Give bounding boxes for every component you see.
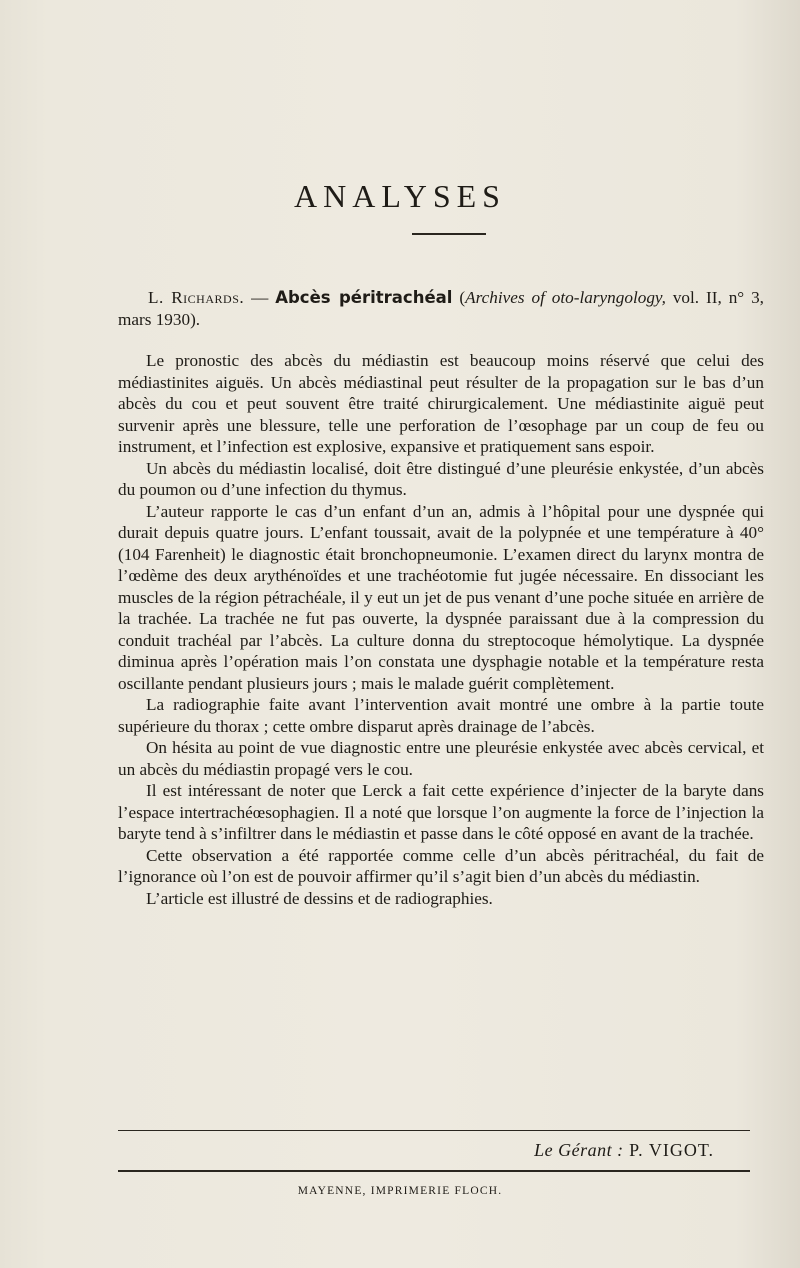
article-paragraph-5: On hésita au point de vue diagnostic entre une pleurésie enkystée avec abcès cervical, et un abcès du médiastin propagé vers le cou.: [118, 738, 764, 779]
article-paragraph-6: Il est intéressant de noter que Lerck a fait cette expérience d’injecter de la baryte dans l’espace intertrachéœsophagien. Il a noté que lorsque l’on augmente la force de l’injection la baryte tend à s’infiltrer dans le médiastin et passe dans le côté opposé en avant de la trachée.: [118, 781, 764, 843]
article-author: L. Richards.: [148, 288, 245, 307]
footer-divider-bottom: [118, 1170, 750, 1172]
heading-dash: —: [244, 288, 276, 307]
article-citation: vol. II, n° 3, mars 1930).: [118, 288, 764, 329]
article: [118, 287, 764, 909]
article-journal: Archives of oto-laryngology,: [465, 288, 666, 307]
article-heading: [118, 287, 764, 330]
article-paragraph-7: Cette observation a été rapportée comme celle d’un abcès péritrachéal, du fait de l’ignorance où l’on est de pouvoir affirmer qu’il s’agit bien d’un abcès du médiastin.: [118, 845, 764, 886]
footer-divider-top: [118, 1130, 750, 1131]
section-title: ANALYSES: [294, 178, 506, 214]
article-paragraph-1: Le pronostic des abcès du médiastin est beaucoup moins réservé que celui des médiastinites aiguës. Un abcès médiastinal peut résulter de la propagation sur le bas d’un abcès du cou et peut souvent être traité chirurgicalement. Une médiastinite aiguë peut survenir après une blessure, telle une perforation de l’œsophage par un coup de feu ou instrument, et l’infection est explosive, expansive et pratiquement sans espoir.: [118, 351, 764, 456]
signature-label: Le Gérant :: [534, 1140, 624, 1160]
title-divider: [412, 233, 486, 235]
article-paragraph-8: L’article est illustré de dessins et de radiographies.: [146, 888, 493, 908]
signature: [534, 1140, 714, 1161]
article-title: Abcès péritrachéal: [275, 288, 453, 307]
signature-name: P. VIGOT.: [623, 1140, 714, 1160]
article-paragraph-3: L’auteur rapporte le cas d’un enfant d’un an, admis à l’hôpital pour une dyspnée qui durait depuis quatre jours. L’enfant toussait, avait de la polypnée et une température à 40° (104 Farenheit) le diagnostic était bronchopneumonie. L’examen direct du larynx montra de l’œdème des deux arythénoïdes et une trachéotomie fut jugée nécessaire. En dissociant les muscles de la région pétrachéale, il y eut un jet de pus venant d’une poche située en arrière de la trachée. La trachée ne fut pas ouverte, la dyspnée paraissant due à la compression du conduit trachéal par l’abcès. La culture donna du streptocoque hémolytique. La dyspnée diminua après l’opération mais l’on constata une dysphagie notable et la température resta oscillante pendant plusieurs jours ; mais le malade guérit complètement.: [118, 501, 764, 693]
article-paragraph-2: Un abcès du médiastin localisé, doit être distingué d’une pleurésie enkystée, d’un abcès du poumon ou d’une infection du thymus.: [118, 458, 764, 499]
article-paragraph-4: La radiographie faite avant l’intervention avait montré une ombre à la partie toute supérieure du thorax ; cette ombre disparut après drainage de l’abcès.: [118, 695, 764, 736]
heading-open-paren: (: [452, 288, 466, 307]
printer-imprint: MAYENNE, IMPRIMERIE FLOCH.: [297, 1185, 503, 1197]
